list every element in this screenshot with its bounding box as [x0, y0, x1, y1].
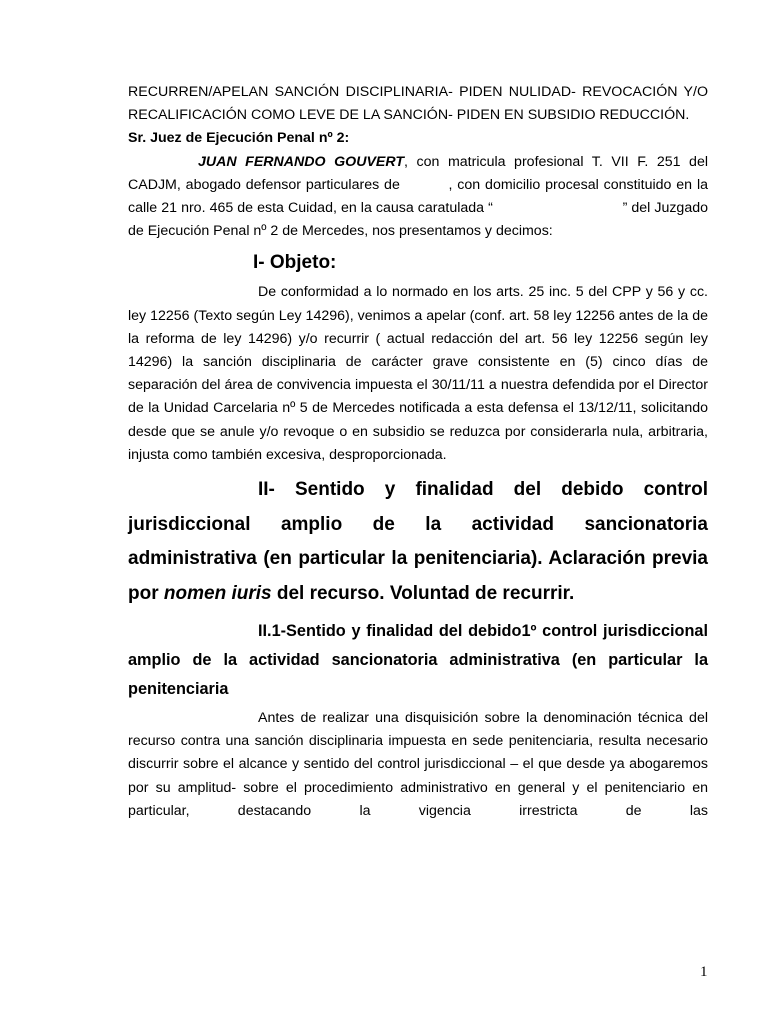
section2-heading-part2: del recurso. Voluntad de recurrir. — [271, 582, 575, 604]
intro-text: , con matricula profesional T. VII F. 251 del CADJM, abogado defensor particulares de , con domicilio procesal constituido en la calle 21 nro. 465 de esta Cuidad, en la causa caratulada “ ” del Juzgado de Ejecución Penal nº 2 de Mercedes, nos presentamos y decimos: — [128, 153, 708, 240]
addressee: Sr. Juez de Ejecución Penal nº 2: — [128, 130, 350, 147]
document-page — [128, 81, 708, 823]
section2-heading — [128, 473, 708, 611]
section1-paragraph: De conformidad a lo normado en los arts. 25 inc. 5 del CPP y 56 y cc. ley 12256 (Texto según Ley 14296), venimos a apelar (conf. art. 58 ley 12256 antes de la de la reforma de ley 14296) y/o recurrir ( actual redacción del art. 56 ley 12256 según ley 14296) la sanción disciplinaria de carácter grave consistente en (5) cinco días de separación del área de convivencia impuesta el 30/11/11 a nuestra defendida por el Director de la Unidad Carcelaria nº 5 de Mercedes notificada a esta defensa el 13/12/11, solicitando desde que se anule y/o revoque o en subsidio se reduzca por considerarla nula, arbitraria, injusta como también excesiva, desproporcionada. — [128, 284, 708, 463]
section1-heading: I- Objeto: — [253, 252, 337, 274]
section2-1-heading: II.1-Sentido y finalidad del debido1º control jurisdiccional amplio de la actividad sancionatoria administrativa (en particular la penitenciaria — [128, 622, 708, 699]
lawyer-name: JUAN FERNANDO GOUVERT — [198, 153, 405, 170]
intro-paragraph — [128, 151, 708, 244]
section2-heading-part1: II- Sentido y finalidad del debido control jurisdiccional amplio de la actividad sancionatoria administrativa (en particular la penitenciaria). Aclaración previa por — [128, 479, 708, 604]
page-number: 1 — [700, 964, 708, 980]
section2-heading-italic: nomen iuris — [163, 582, 272, 604]
document-title: RECURREN/APELAN SANCIÓN DISCIPLINARIA- PIDEN NULIDAD- REVOCACIÓN Y/O RECALIFICACIÓN COMO LEVE DE LA SANCIÓN- PIDEN EN SUBSIDIO REDUCCIÓN. — [128, 84, 708, 124]
section2-1-paragraph: Antes de realizar una disquisición sobre la denominación técnica del recurso contra una sanción disciplinaria impuesta en sede penitenciaria, resulta necesario discurrir sobre el alcance y sentido del control jurisdiccional – el que desde ya abogaremos por su amplitud- sobre el procedimiento administrativo en general y el penitenciario en particular, destacando la vigencia irrestricta de las — [128, 710, 708, 819]
